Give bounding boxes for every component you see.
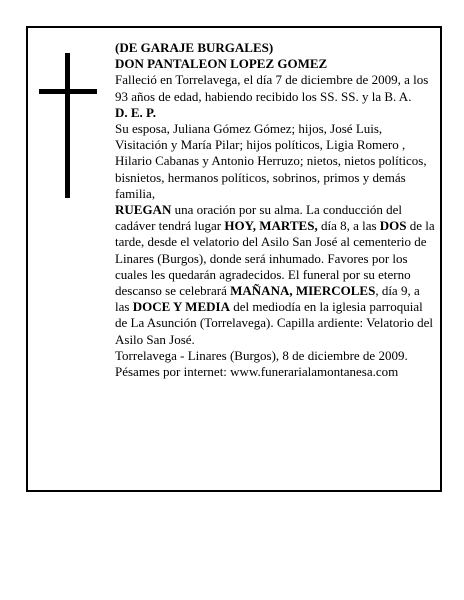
family-list: Su esposa, Juliana Gómez Gómez; hijos, José Luis, Visitación y María Pilar; hijos políticos, Ligia Romero , Hilario Cabanas y Antonio Herruzo; nietos, nietos políticos, bisnietos, hermanos políticos, sobrinos, primos y demás familia, bbox=[115, 121, 427, 201]
dep-line: D. E. P. bbox=[115, 104, 157, 120]
request-paragraph bbox=[115, 202, 437, 348]
manana-miercoles-text: MAÑANA, MIERCOLES bbox=[230, 283, 376, 299]
place-date: Torrelavega - Linares (Burgos), 8 de diciembre de 2009. bbox=[115, 347, 408, 363]
hoy-martes-text: HOY, MARTES, bbox=[224, 218, 318, 234]
cross-icon bbox=[39, 53, 97, 198]
request-text-4: , día 9, a las bbox=[115, 283, 420, 315]
dos-text: DOS bbox=[379, 218, 407, 234]
condolences-line: Pésames por internet: www.funerarialamontanesa.com bbox=[115, 364, 399, 380]
notice-text bbox=[115, 40, 437, 380]
death-statement: Falleció en Torrelavega, el día 7 de diciembre de 2009, a los 93 años de edad, habiendo recibido los SS. SS. y la B. A. bbox=[115, 72, 429, 104]
request-text-2: día 8, a las bbox=[317, 218, 380, 234]
request-text-3: de la tarde, desde el velatorio del Asilo San José al cementerio de Linares (Burgos), donde será inhumado. Favores por los cuales les quedarán agradecidos. El funeral por su eterno descanso se celebrará bbox=[115, 218, 435, 299]
obituary-notice bbox=[26, 26, 442, 492]
deceased-name: DON PANTALEON LOPEZ GOMEZ bbox=[115, 56, 328, 72]
doce-media-text: DOCE Y MEDIA bbox=[132, 299, 230, 315]
cross-horizontal-bar bbox=[39, 89, 97, 94]
origin-line: (DE GARAJE BURGALES) bbox=[115, 40, 274, 55]
ruegan-text: RUEGAN bbox=[115, 202, 172, 218]
request-text-5: del mediodía en la iglesia parroquial de La Asunción (Torrelavega). Capilla ardiente: Velatorio del Asilo San José. bbox=[115, 299, 433, 347]
request-text-1: una oración por su alma. La conducción del cadáver tendrá lugar bbox=[115, 202, 403, 234]
cross-vertical-bar bbox=[65, 53, 70, 198]
